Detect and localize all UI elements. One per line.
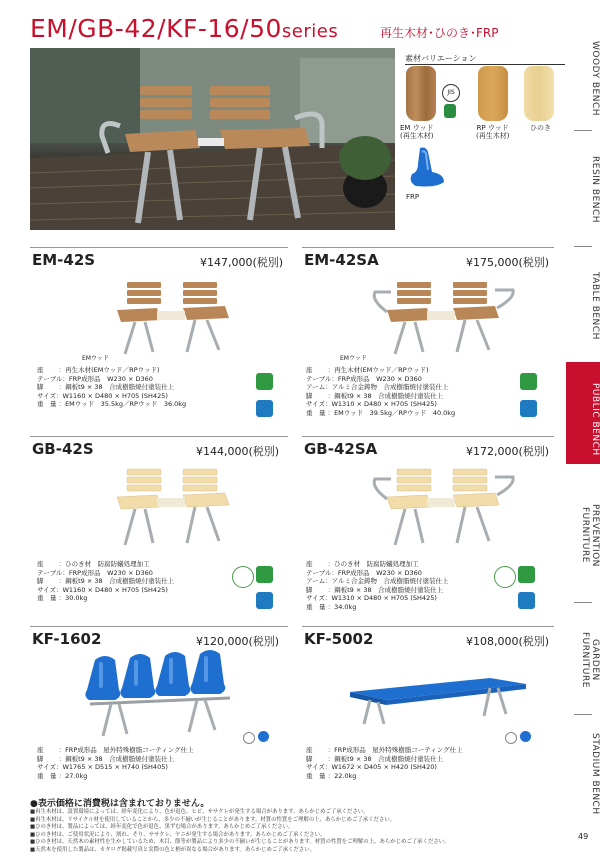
tab-woody-bench[interactable]: WOODY BENCH	[590, 41, 600, 117]
gb42sa-bench-image	[365, 465, 525, 550]
notes-section	[30, 796, 550, 855]
gb42s-spec: 座 ：ひのき材 防腐防蟻処理加工 テーブル：FRP成形品 W230 × D360 脚 ：鋼板t9 × 38 合成樹脂焼付塗装仕上 サイズ：W1160 × D480 × H705 (SH425) 重 量 ：30.0kg	[37, 560, 175, 602]
product-model-gb42sa: GB-42SA	[304, 440, 378, 458]
material-divider	[405, 64, 565, 65]
kf5002-spec: 座 ：FRP成形品 屋外特殊樹脂コーティング仕上 脚 ：鋼板t9 × 38 合成樹脂焼付塗装仕上 サイズ：W1672 × D405 × H420 (SH420) 重 量 ：22.0kg	[306, 746, 463, 780]
green-purchase-icon	[520, 373, 537, 390]
material-heading: 素材バリエーション	[405, 54, 477, 63]
em42sa-bench-image	[365, 278, 525, 358]
green-purchase-icon	[256, 373, 273, 390]
tab-prevention-furniture[interactable]: PREVENTION FURNITURE	[580, 503, 600, 567]
tax-note: ●表示価格に消費税は含まれておりません。	[30, 799, 210, 809]
gb42sa-spec: 座 ：ひのき材 防腐防蟻処理加工 テーブル：FRP成形品 W230 × D360 アーム：アルミ合金鋳物 合成樹脂焼付塗装仕上 脚 ：鋼板t9 × 38 合成樹脂焼付塗装仕上 サイズ：W1310 × D480 × H705 (SH425) 重 量 ：34.0kg	[306, 560, 449, 611]
product-model-em42s: EM-42S	[32, 251, 96, 269]
tab-resin-bench[interactable]: RESIN BENCH	[590, 156, 600, 224]
color-option-blue[interactable]	[520, 731, 531, 742]
section-divider	[30, 436, 288, 437]
product-price-kf5002: ¥108,000(税別)	[466, 635, 550, 648]
section-divider	[30, 626, 288, 627]
forest-cert-icon	[494, 566, 516, 588]
product-model-gb42s: GB-42S	[32, 440, 94, 458]
page-title	[30, 14, 338, 43]
hinoki-label: ひのき	[530, 124, 551, 132]
em-wood-label: EM ウッド (再生木材)	[400, 124, 434, 140]
em42s-bench-image	[95, 278, 245, 358]
tab-public-bench[interactable]: PUBLIC BENCH	[566, 362, 600, 464]
tab-divider	[574, 130, 592, 131]
tab-garden-furniture[interactable]: GARDEN FURNITURE	[580, 632, 600, 688]
note-line: ■ひのき材は、ご使用状況により、割れ、そり、ササクレ、ヤニが発生する場合があります。あらかじめご了承ください。	[30, 831, 326, 838]
product-model-em42sa: EM-42SA	[304, 251, 379, 269]
rp-wood-label: RP ウッド (再生木材)	[476, 124, 510, 140]
recycle-mark-icon	[256, 592, 273, 609]
section-divider	[302, 436, 554, 437]
tab-divider	[574, 714, 592, 715]
frp-seat-swatch	[406, 146, 446, 190]
recycle-mark-icon	[256, 400, 273, 417]
product-price-em42sa: ¥175,000(税別)	[466, 256, 550, 269]
product-price-kf1602: ¥120,000(税別)	[196, 635, 280, 648]
kf1602-spec: 座 ：FRP成形品 屋外特殊樹脂コーティング仕上 脚 ：鋼板t9 × 38 合成樹脂焼付塗装仕上 サイズ：W1765 × D515 × H740 (SH405) 重 量 ：27.0kg	[37, 746, 194, 780]
tab-divider	[574, 246, 592, 247]
tab-divider	[574, 602, 592, 603]
eco-mark-icon	[444, 104, 456, 118]
hero-bench-illustration	[30, 48, 395, 230]
em42sa-wood-label: EMウッド	[340, 355, 367, 362]
product-price-em42s: ¥147,000(税別)	[200, 256, 284, 269]
note-line: ■再生木材は、リサイクル材を使用していることから、多少の不揃いが生じることがあります。材質の性質をご理解の上、あらかじめご了承ください。	[30, 816, 396, 823]
rp-wood-swatch	[478, 66, 508, 121]
title-text: EM/GB-42/KF-16/50	[30, 14, 282, 43]
note-line: ■再生木材は、設置環境によっては、経年変化により、色が退色、ヒビ、ササクレが発生する場合があります。あらかじめご了承ください。	[30, 809, 369, 815]
recycle-mark-icon	[518, 592, 535, 609]
section-divider	[302, 247, 554, 248]
section-divider	[302, 626, 554, 627]
green-purchase-icon	[256, 566, 273, 583]
hinoki-swatch	[524, 66, 554, 121]
color-option-white[interactable]	[505, 732, 517, 744]
color-option-white[interactable]	[243, 732, 255, 744]
note-line: ■ひのき材は、天然木の素材性を生かしているため、木目、節等が製品により多少の不揃いが生じることがあります。材質の性質をご理解の上、あらかじめご了承ください。	[30, 839, 450, 846]
em-wood-swatch	[406, 66, 436, 121]
em42s-spec: 座 ：再生木材(EMウッド／RPウッド) テーブル：FRP成形品 W230 × D360 脚 ：鋼板t9 × 38 合成樹脂焼付塗装仕上 サイズ：W1160 × D480 × H705 (SH425) 重 量 ：EMウッド 35.5kg／RPウッド 36.0kg	[37, 366, 187, 408]
green-purchase-icon	[518, 566, 535, 583]
hero-photo	[30, 48, 395, 230]
em42sa-spec: 座 ：再生木材(EMウッド／RPウッド) テーブル：FRP成形品 W230 × D360 アーム：アルミ合金鋳物 合成樹脂焼付塗装仕上 脚 ：鋼板t9 × 38 合成樹脂焼付塗装仕上 サイズ：W1310 × D480 × H705 (SH425) 重 量 ：EMウッド 39.5kg／RPウッド 40.0kg	[306, 366, 456, 417]
gb42s-bench-image	[95, 465, 245, 550]
forest-cert-icon	[232, 566, 254, 588]
color-option-blue[interactable]	[258, 731, 269, 742]
kf5002-bench-image	[340, 672, 530, 727]
tab-stadium-bench[interactable]: STADIUM BENCH	[590, 733, 600, 815]
frp-label: FRP	[406, 193, 420, 201]
note-line: ■ひのき材は、製品によっては、経年変化で色が退色、黒ずむ場合があります。あらかじめご了承ください。	[30, 824, 294, 831]
jis-mark-icon: JIS	[442, 84, 460, 102]
page-number: 49	[578, 832, 589, 841]
recycle-mark-icon	[520, 400, 537, 417]
em42s-wood-label: EMウッド	[82, 355, 109, 362]
title-suffix: series	[281, 21, 339, 42]
product-model-kf1602: KF-1602	[32, 630, 102, 648]
kf1602-bench-image	[75, 650, 255, 740]
note-line: ■天然木を使用した製品は、カタログ掲載写真と実際の色と柄が異なる場合があります。あらかじめご了承ください。	[30, 846, 315, 853]
section-divider	[30, 247, 288, 248]
page-subtitle: 再生木材･ひのき･FRP	[380, 26, 499, 40]
product-price-gb42sa: ¥172,000(税別)	[466, 445, 550, 458]
product-model-kf5002: KF-5002	[304, 630, 374, 648]
product-price-gb42s: ¥144,000(税別)	[196, 445, 280, 458]
tab-table-bench[interactable]: TABLE BENCH	[590, 272, 600, 340]
